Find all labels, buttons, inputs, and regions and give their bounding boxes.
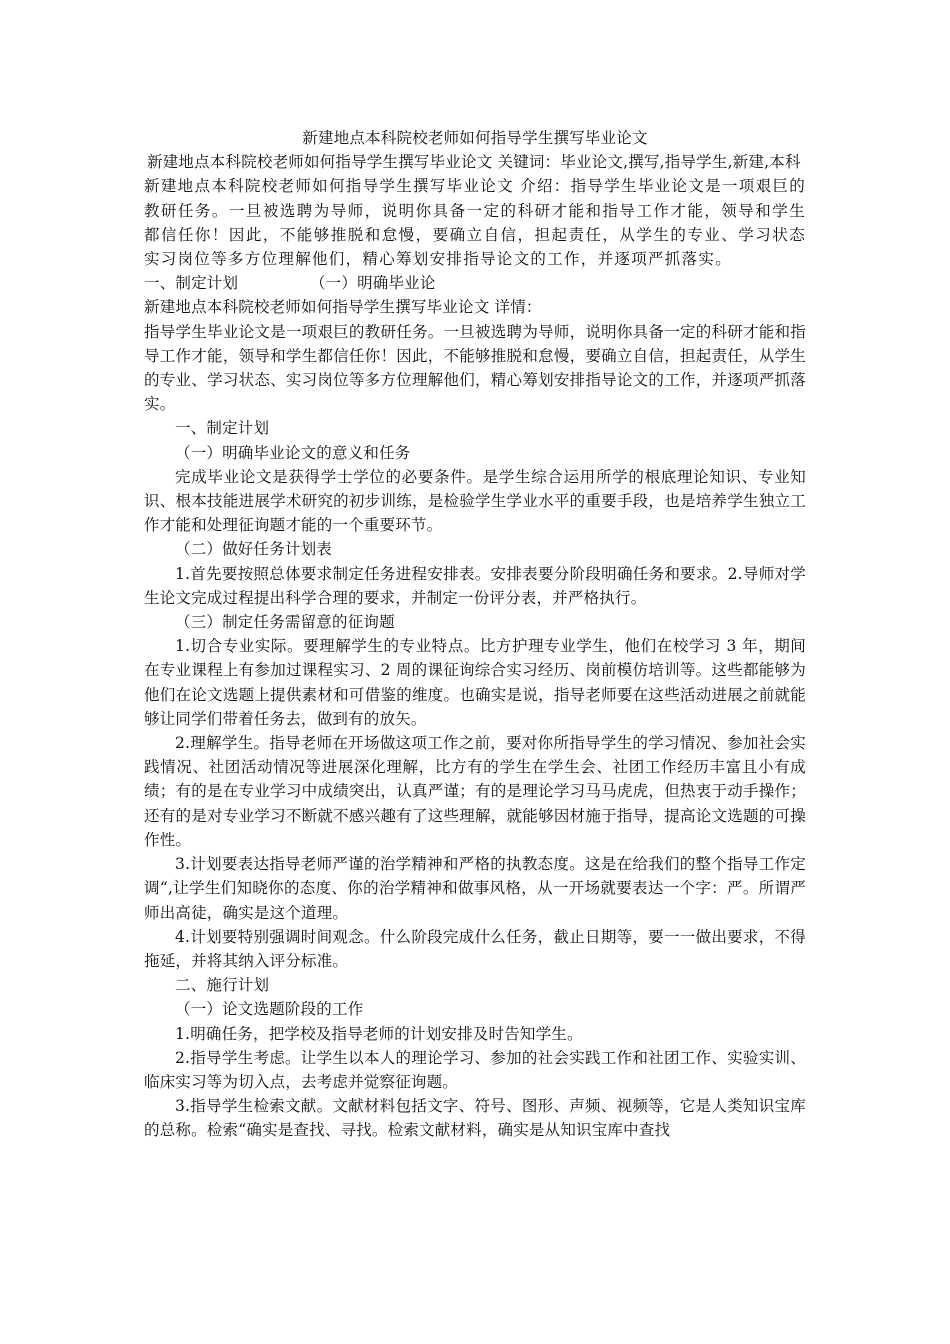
- document-title: 新建地点本科院校老师如何指导学生撰写毕业论文: [302, 129, 648, 147]
- intro-tail: 一、制定计划 （一）明确毕业论: [144, 274, 436, 293]
- subsection-heading: （三）制定任务需留意的征询题: [175, 613, 395, 632]
- document-page: [144, 126, 806, 1143]
- subsection-heading: （一）明确毕业论文的意义和任务: [175, 443, 411, 462]
- section-heading: 二、施行计划: [175, 976, 270, 995]
- subsection-heading: （一）论文选题阶段的工作: [175, 1000, 364, 1019]
- body-paragraph: 指导学生毕业论文是一项艰巨的教研任务。一旦被选聘为导师，说明你具备一定的科研才能和指导工作才能，领导和学生都信任你！因此，不能够推脱和怠慢，要确立自信，担起责任，从学生的专业、学习状态、实习岗位等多方位理解他们，精心筹划安排指导论文的工作，并逐项严抓落实。: [144, 322, 806, 414]
- keywords-line: 新建地点本科院校老师如何指导学生撰写毕业论文 关键词：毕业论文,撰写,指导学生,新建,本科: [147, 153, 801, 172]
- details-label: 新建地点本科院校老师如何指导学生撰写毕业论文 详情：: [144, 298, 542, 317]
- body-paragraph: 完成毕业论文是获得学士学位的必要条件。是学生综合运用所学的根底理论知识、专业知识、根本技能进展学术研究的初步训练，是检验学生学业水平的重要手段，也是培养学生独立工作才能和处理征询题才能的一个重要环节。: [144, 467, 806, 535]
- section-heading: 一、制定计划: [175, 419, 270, 438]
- body-paragraph: 1.切合专业实际。要理解学生的专业特点。比方护理专业学生，他们在校学习 3 年，期间在专业课程上有参加过课程实习、2 周的课征询综合实习经历、岗前模仿培训等。这些都能够为他们在论文选题上提供素材和可借鉴的维度。也确实是说，指导老师要在这些活动进展之前就能够让同学们带着任务去，做到有的放矢。: [144, 637, 806, 728]
- body-paragraph: 3.计划要表达指导老师严谨的治学精神和严格的执教态度。这是在给我们的整个指导工作定调“,让学生们知晓你的态度、你的治学精神和做事风格，从一开场就要表达一个字：严。所谓严师出高徒，确实是这个道理。: [144, 855, 806, 922]
- body-paragraph: 3.指导学生检索文献。文献材料包括文字、符号、图形、声频、视频等，它是人类知识宝库的总称。检索“确实是查找、寻找。检索文献材料，确实是从知识宝库中查找: [144, 1097, 806, 1140]
- body-paragraph: 1.明确任务，把学校及指导老师的计划安排及时告知学生。: [175, 1024, 583, 1043]
- body-paragraph: 2.理解学生。指导老师在开场做这项工作之前，要对你所指导学生的学习情况、参加社会实践情况、社团活动情况等进展深化理解，比方有的学生在学生会、社团工作经历丰富且小有成绩；有的是在专业学习中成绩突出，认真严谨；有的是理论学习马马虎虎，但热衷于动手操作；还有的是对专业学习不断就不感兴趣有了这些理解，就能够因材施于指导，提高论文选题的可操作性。: [144, 734, 806, 849]
- subsection-heading: （二）做好任务计划表: [175, 540, 333, 559]
- intro-summary: 新建地点本科院校老师如何指导学生撰写毕业论文 介绍：指导学生毕业论文是一项艰巨的教研任务。一旦被选聘为导师，说明你具备一定的科研才能和指导工作才能，领导和学生都信任你！因此，不能够推脱和怠慢，要确立自信，担起责任，从学生的专业、学习状态实习岗位等多方位理解他们，精心筹划安排指导论文的工作，并逐项严抓落实。: [144, 177, 806, 269]
- body-paragraph: 1.首先要按照总体要求制定任务进程安排表。安排表要分阶段明确任务和要求。2.导师对学生论文完成过程提出科学合理的要求，并制定一份评分表，并严格执行。: [144, 564, 806, 607]
- body-paragraph: 4.计划要特别强调时间观念。什么阶段完成什么任务，截止日期等，要一一做出要求，不得拖延，并将其纳入评分标准。: [144, 927, 806, 970]
- body-paragraph: 2.指导学生考虑。让学生以本人的理论学习、参加的社会实践工作和社团工作、实验实训、临床实习等为切入点，去考虑并觉察征询题。: [144, 1048, 806, 1091]
